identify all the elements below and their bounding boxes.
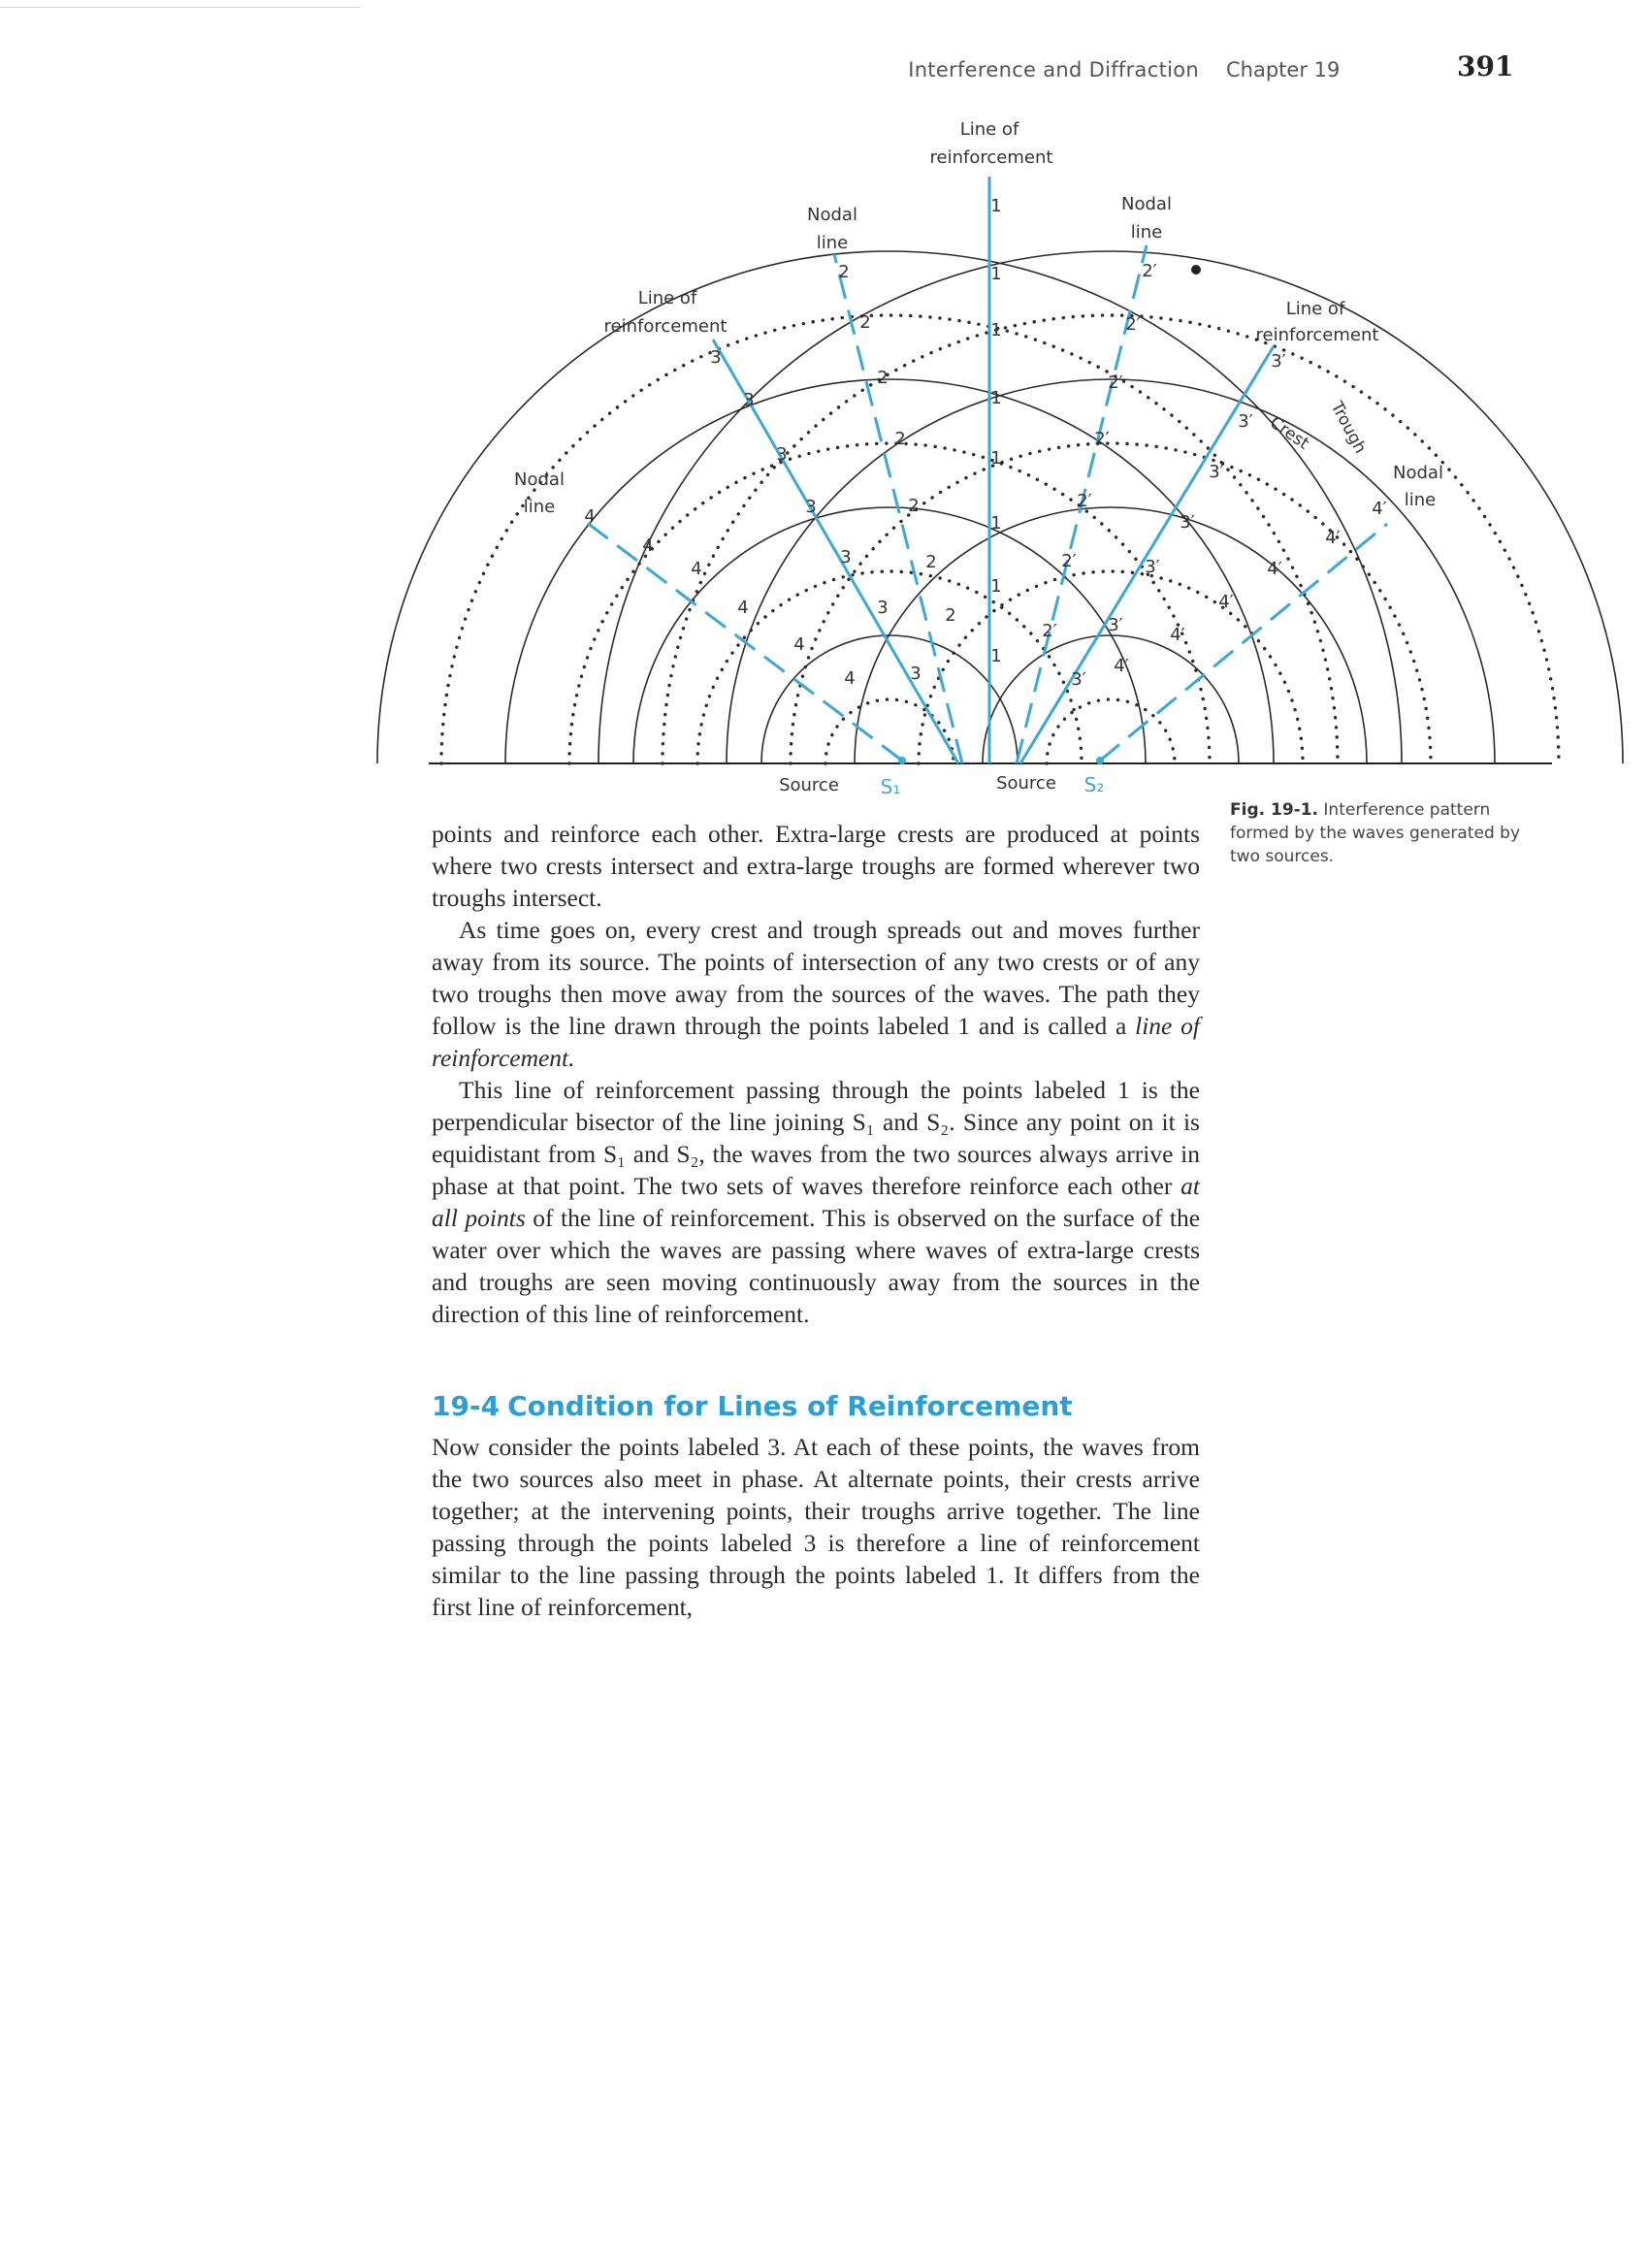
point-label-two-prime: 2′: [1077, 491, 1092, 511]
paragraph-2-text: As time goes on, every crest and trough spreads out and moves further away from its source. The points of intersection of any two crests or of any two troughs then move away from the sources of the waves. The path they follow is the line drawn through the points labeled 1 and is called a: [432, 916, 1200, 1040]
label-line-of-reinforcement-left-1: Line of: [637, 288, 697, 308]
point-label-four: 4: [691, 559, 702, 579]
label-nodal-line-upper-left-1: Nodal: [807, 205, 857, 225]
point-label-three: 3: [840, 547, 852, 567]
point-label-three: 3: [743, 390, 755, 410]
point-label-two-prime: 2′: [1061, 551, 1077, 571]
trough-arc-s1-2: [697, 571, 1082, 763]
point-label-one: 1: [990, 388, 1002, 408]
point-label-four-prime: 4′: [1114, 656, 1129, 676]
point-label-three-prime: 3′: [1238, 411, 1253, 432]
label-line-of-reinforcement-top-1: Line of: [959, 119, 1019, 140]
point-label-two-prime: 2′: [1125, 314, 1141, 335]
source-1-marker: [898, 757, 906, 764]
point-label-four-prime: 4′: [1170, 625, 1185, 645]
point-label-two-prime: 2′: [1042, 621, 1057, 641]
term-at-all-points: at all points: [432, 1172, 1200, 1232]
figure-caption: [1230, 798, 1540, 868]
point-label-four-prime: 4′: [1325, 528, 1341, 548]
point-label-three-prime: 3′: [1180, 512, 1195, 533]
label-source-2-symbol: S₂: [1083, 773, 1105, 796]
running-title: Interference and Diffraction: [908, 58, 1199, 81]
label-line-of-reinforcement-right-2: reinforcement: [1255, 325, 1379, 345]
section-heading: [432, 1390, 1073, 1422]
point-label-one: 1: [990, 196, 1002, 216]
paragraph-2: [432, 914, 1200, 1074]
label-source-1: Source: [779, 775, 839, 795]
source-2-marker: [1096, 757, 1104, 764]
figure-number: Fig. 19-1.: [1230, 800, 1318, 820]
point-label-three: 3: [805, 497, 817, 517]
term-line-of-reinforcement: line of reinforcement.: [432, 1012, 1200, 1072]
section-title: Condition for Lines of Reinforcement: [507, 1390, 1073, 1422]
label-nodal-line-left-1: Nodal: [514, 470, 565, 490]
trough-arc-s2-2: [919, 571, 1303, 763]
page-number: 391: [1457, 50, 1514, 82]
label-line-of-reinforcement-right-1: Line of: [1285, 299, 1345, 319]
point-label-two: 2: [908, 496, 920, 516]
point-label-three: 3: [710, 347, 722, 368]
label-source-1-symbol: S₁: [880, 775, 901, 798]
label-nodal-line-upper-right-1: Nodal: [1121, 194, 1172, 214]
point-label-four-prime: 4′: [1218, 592, 1234, 612]
label-line-of-reinforcement-top-2: reinforcement: [929, 147, 1053, 168]
paragraph-3: [432, 1074, 1200, 1330]
reinforcement-line-right: [1020, 346, 1274, 763]
point-label-two-prime: 2′: [1142, 261, 1157, 281]
point-label-one: 1: [990, 646, 1002, 666]
point-label-one: 1: [990, 264, 1002, 284]
point-label-three-prime: 3′: [1209, 462, 1224, 482]
crest-arc-s2-3: [727, 379, 1495, 763]
label-nodal-line-right-1: Nodal: [1393, 463, 1443, 483]
point-label-one: 1: [990, 576, 1002, 597]
chapter-label: Chapter 19: [1226, 58, 1341, 81]
point-label-two-prime: 2′: [1108, 373, 1123, 393]
point-label-three-prime: 3′: [1271, 351, 1286, 372]
point-label-four: 4: [793, 634, 805, 655]
label-trough: Trough: [1326, 398, 1371, 457]
label-crest: Crest: [1266, 412, 1313, 454]
point-label-two: 2: [894, 429, 906, 449]
trough-arc-s2-1: [1047, 699, 1175, 763]
interference-figure: [0, 0, 1649, 805]
point-label-three: 3: [776, 444, 788, 465]
section-number: 19-4: [432, 1390, 501, 1422]
point-label-two: 2: [838, 262, 850, 282]
point-label-two: 2: [925, 552, 937, 572]
label-nodal-line-left-2: line: [523, 497, 556, 517]
trough-arc-s1-1: [825, 699, 954, 763]
point-label-two: 2: [859, 312, 871, 333]
trough-arcs: [441, 315, 1559, 763]
point-label-three-prime: 3′: [1145, 557, 1160, 577]
point-label-two: 2: [877, 368, 889, 388]
point-label-four-prime: 4′: [1372, 499, 1387, 519]
point-label-four: 4: [844, 668, 856, 689]
point-label-three: 3: [910, 664, 922, 684]
point-label-three-prime: 3′: [1108, 615, 1123, 635]
point-label-four: 4: [642, 535, 654, 556]
point-label-one: 1: [990, 448, 1002, 469]
label-source-2: Source: [996, 773, 1056, 794]
point-label-two-prime: 2′: [1094, 429, 1110, 449]
paragraph-3-text-b: of the line of reinforcement. This is observed on the surface of the water over which the waves are passing where waves of extra-large crests and troughs are seen moving continuously away from the sources in the direction of this line of reinforcement.: [432, 1204, 1201, 1328]
point-label-four-prime: 4′: [1267, 559, 1282, 579]
point-label-three-prime: 3′: [1071, 669, 1086, 690]
label-nodal-line-upper-right-2: line: [1130, 222, 1163, 243]
paragraph-3-text-a: This line of reinforcement passing through the points labeled 1 is the perpendicular bisector of the line joining S₁ and S₂. Since any point on it is equidistant from S₁ and S₂, the waves from the two sources always arrive in phase at that point. The two sets of waves therefore reinforce each other: [432, 1076, 1200, 1200]
label-nodal-line-upper-left-2: line: [816, 233, 849, 253]
point-label-three: 3: [877, 598, 889, 618]
paragraph-1: points and reinforce each other. Extra-large crests are produced at points where two crests intersect and extra-large troughs are formed wherever two troughs intersect.: [432, 820, 1200, 912]
ink-dot: [1191, 265, 1201, 275]
label-line-of-reinforcement-left-2: reinforcement: [603, 316, 728, 337]
figure-caption-text: Interference pattern formed by the waves generated by two sources.: [1230, 800, 1521, 866]
point-label-two: 2: [945, 605, 956, 626]
point-label-one: 1: [990, 320, 1002, 340]
point-label-four: 4: [737, 598, 749, 618]
label-nodal-line-right-2: line: [1404, 490, 1437, 510]
point-label-one: 1: [990, 513, 1002, 534]
section-paragraph: Now consider the points labeled 3. At each of these points, the waves from the two sources also meet in phase. At alternate points, their crests arrive together; at the intervening points, their troughs arrive together. The line passing through the points labeled 3 is therefore a line of reinforcement similar to the line passing through the points labeled 1. It differs from the first line of reinforcement,: [432, 1433, 1200, 1621]
point-label-four: 4: [584, 506, 596, 527]
